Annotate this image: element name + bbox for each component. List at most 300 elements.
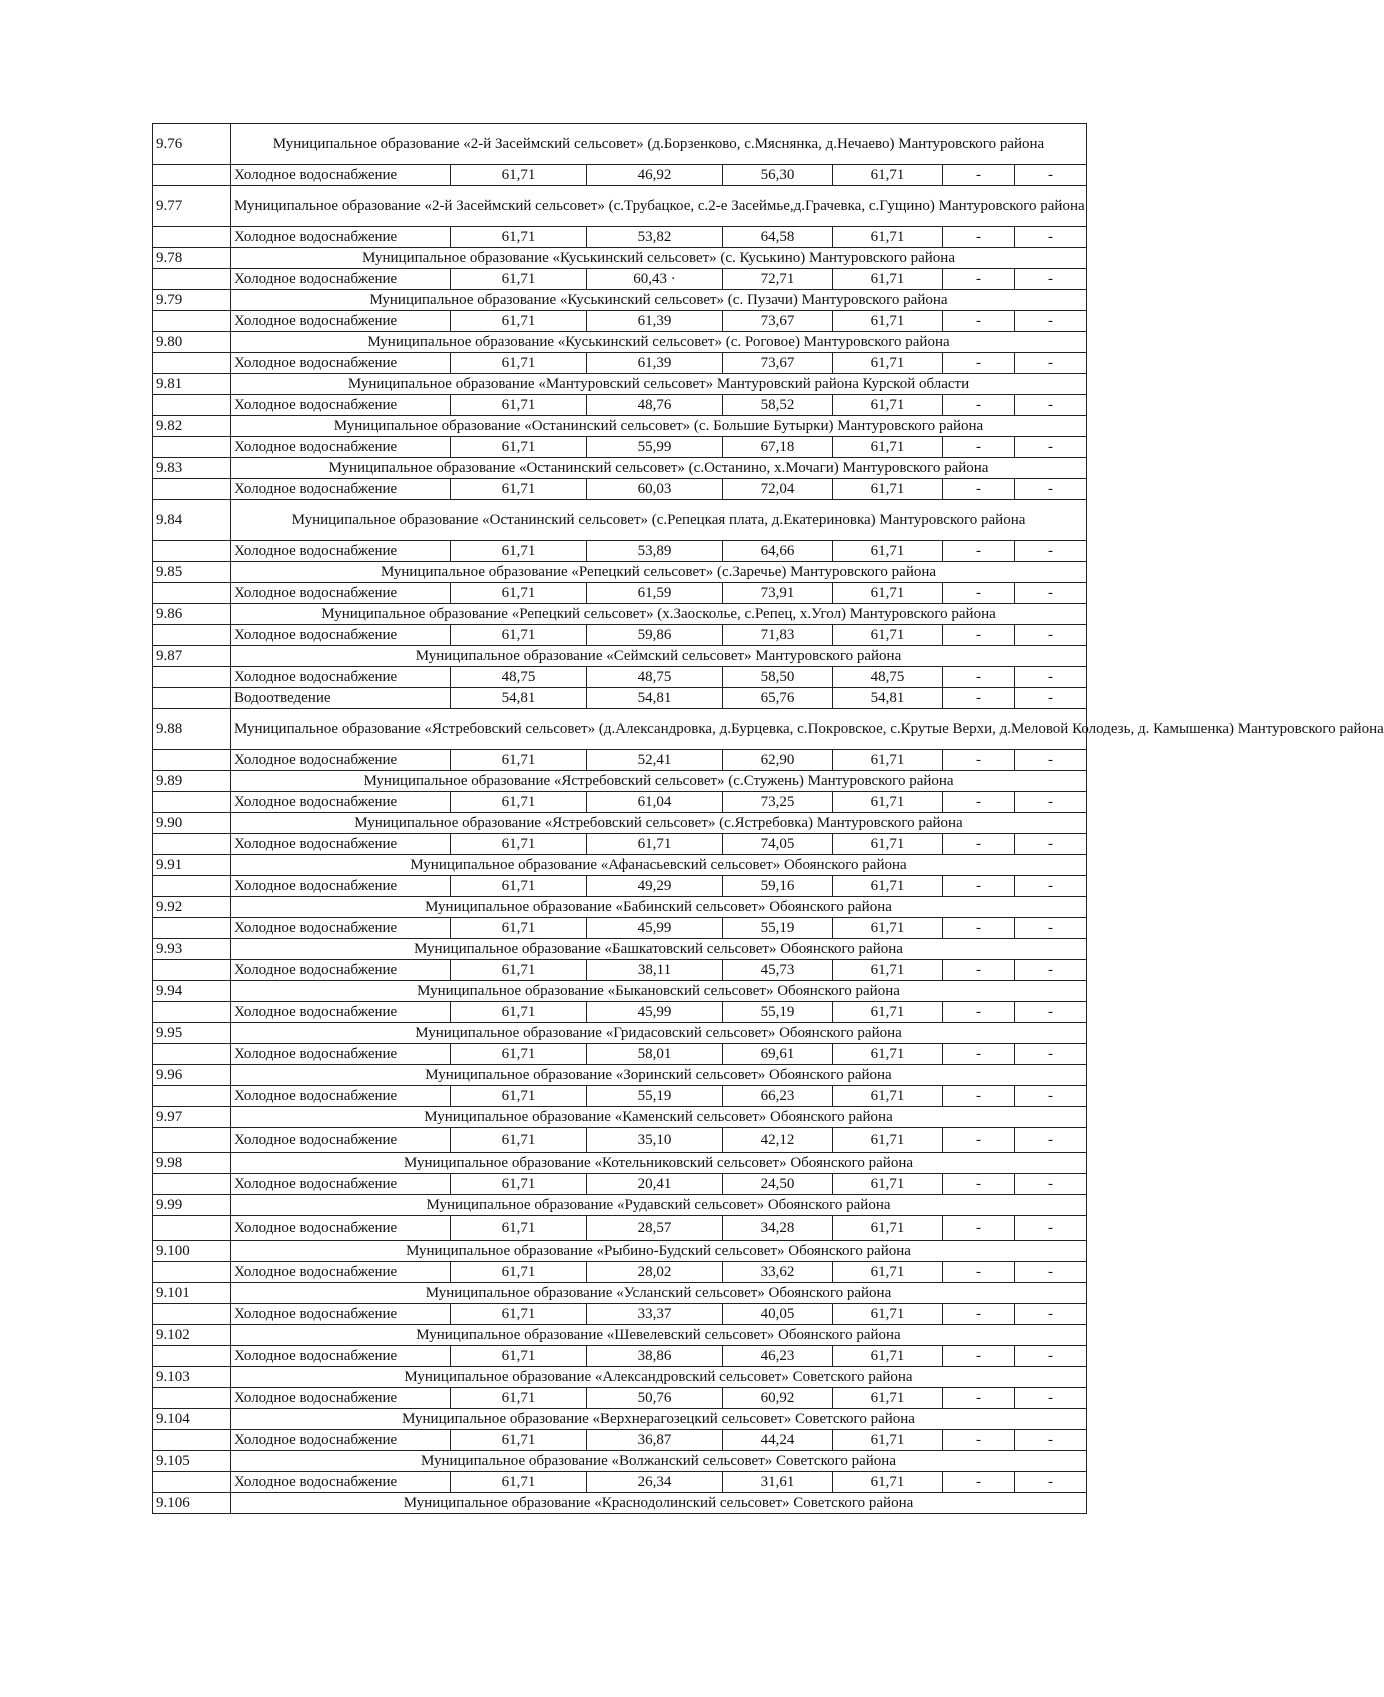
service-name: Холодное водоснабжение: [231, 1262, 451, 1283]
empty-cell: [153, 311, 231, 332]
tariff-value: -: [1015, 479, 1087, 500]
service-name: Холодное водоснабжение: [231, 834, 451, 855]
tariff-value: 55,99: [587, 437, 723, 458]
service-name: Холодное водоснабжение: [231, 1430, 451, 1451]
section-header-row: [153, 1241, 1087, 1262]
tariff-value: 34,28: [723, 1216, 833, 1241]
service-name: Водоотведение: [231, 688, 451, 709]
service-row: [153, 918, 1087, 939]
tariff-value: 59,86: [587, 625, 723, 646]
tariff-value: 61,71: [451, 1472, 587, 1493]
section-title: Муниципальное образование «Ястребовский сельсовет» (с.Ястребовка) Мантуровского района: [231, 813, 1087, 834]
section-title: Муниципальное образование «Быкановский сельсовет» Обоянского района: [231, 981, 1087, 1002]
tariff-value: 61,71: [833, 876, 943, 897]
service-name: Холодное водоснабжение: [231, 1472, 451, 1493]
empty-cell: [153, 583, 231, 604]
service-row: [153, 1174, 1087, 1195]
section-number: 9.84: [153, 500, 231, 541]
section-title: Муниципальное образование «Верхнерагозецкий сельсовет» Советского района: [231, 1409, 1087, 1430]
section-title: Муниципальное образование «Шевелевский сельсовет» Обоянского района: [231, 1325, 1087, 1346]
service-row: [153, 667, 1087, 688]
tariff-value: -: [943, 1304, 1015, 1325]
service-name: Холодное водоснабжение: [231, 437, 451, 458]
tariff-value: -: [1015, 1346, 1087, 1367]
section-number: 9.79: [153, 290, 231, 311]
tariff-value: 49,29: [587, 876, 723, 897]
empty-cell: [153, 667, 231, 688]
tariff-value: 52,41: [587, 750, 723, 771]
tariff-value: 61,71: [451, 1002, 587, 1023]
service-row: [153, 583, 1087, 604]
empty-cell: [153, 750, 231, 771]
empty-cell: [153, 688, 231, 709]
section-number: 9.86: [153, 604, 231, 625]
section-number: 9.95: [153, 1023, 231, 1044]
tariff-value: 61,71: [833, 395, 943, 416]
section-number: 9.102: [153, 1325, 231, 1346]
service-row: [153, 792, 1087, 813]
section-title: Муниципальное образование «Останинский сельсовет» (с.Останино, х.Мочаги) Мантуровского района: [231, 458, 1087, 479]
tariff-value: 61,71: [833, 1002, 943, 1023]
section-number: 9.106: [153, 1493, 231, 1514]
service-name: Холодное водоснабжение: [231, 479, 451, 500]
tariff-value: 61,71: [833, 1044, 943, 1065]
tariff-value: 55,19: [723, 1002, 833, 1023]
empty-cell: [153, 479, 231, 500]
tariff-value: -: [1015, 1262, 1087, 1283]
section-header-row: [153, 1153, 1087, 1174]
section-header-row: [153, 646, 1087, 667]
empty-cell: [153, 792, 231, 813]
tariff-value: 35,10: [587, 1128, 723, 1153]
service-row: [153, 1262, 1087, 1283]
tariff-value: 61,71: [451, 165, 587, 186]
tariff-value: 67,18: [723, 437, 833, 458]
tariff-value: -: [943, 1174, 1015, 1195]
section-number: 9.90: [153, 813, 231, 834]
tariff-value: 46,23: [723, 1346, 833, 1367]
tariff-value: 61,71: [451, 750, 587, 771]
tariff-value: 61,71: [833, 541, 943, 562]
tariff-value: 61,71: [833, 960, 943, 981]
tariff-value: 50,76: [587, 1388, 723, 1409]
tariff-value: 33,37: [587, 1304, 723, 1325]
tariff-value: 36,87: [587, 1430, 723, 1451]
tariff-value: 61,71: [451, 1304, 587, 1325]
tariff-value: 61,71: [833, 165, 943, 186]
tariff-value: 61,71: [451, 437, 587, 458]
service-row: [153, 165, 1087, 186]
section-title: Муниципальное образование «Останинский сельсовет» (с. Большие Бутырки) Мантуровского района: [231, 416, 1087, 437]
tariff-value: 61,71: [451, 960, 587, 981]
section-header-row: [153, 1065, 1087, 1086]
tariff-value: 44,24: [723, 1430, 833, 1451]
service-name: Холодное водоснабжение: [231, 227, 451, 248]
tariff-value: 58,50: [723, 667, 833, 688]
section-header-row: [153, 1493, 1087, 1514]
service-row: [153, 269, 1087, 290]
tariff-value: 61,71: [451, 876, 587, 897]
section-title: Муниципальное образование «Куськинский сельсовет» (с. Пузачи) Мантуровского района: [231, 290, 1087, 311]
empty-cell: [153, 1430, 231, 1451]
tariff-value: -: [1015, 311, 1087, 332]
tariff-value: 61,71: [451, 353, 587, 374]
service-name: Холодное водоснабжение: [231, 311, 451, 332]
section-number: 9.94: [153, 981, 231, 1002]
tariff-value: 20,41: [587, 1174, 723, 1195]
tariff-value: 61,71: [833, 750, 943, 771]
empty-cell: [153, 625, 231, 646]
section-title: Муниципальное образование «Сеймский сельсовет» Мантуровского района: [231, 646, 1087, 667]
section-title: Муниципальное образование «Краснодолинский сельсовет» Советского района: [231, 1493, 1087, 1514]
empty-cell: [153, 1388, 231, 1409]
service-row: [153, 227, 1087, 248]
tariff-value: 48,76: [587, 395, 723, 416]
section-title: Муниципальное образование «Ястребовский сельсовет» (с.Стужень) Мантуровского района: [231, 771, 1087, 792]
tariff-value: -: [943, 834, 1015, 855]
tariff-value: -: [943, 437, 1015, 458]
tariff-value: 61,39: [587, 311, 723, 332]
tariff-value: -: [943, 750, 1015, 771]
section-number: 9.105: [153, 1451, 231, 1472]
section-number: 9.85: [153, 562, 231, 583]
tariff-value: 45,99: [587, 1002, 723, 1023]
tariff-value: 61,71: [833, 311, 943, 332]
tariff-table: [152, 123, 1384, 1514]
tariff-value: -: [943, 541, 1015, 562]
section-title: Муниципальное образование «Каменский сельсовет» Обоянского района: [231, 1107, 1087, 1128]
section-header-row: [153, 813, 1087, 834]
tariff-value: 46,92: [587, 165, 723, 186]
tariff-value: 58,52: [723, 395, 833, 416]
empty-cell: [153, 437, 231, 458]
tariff-value: -: [1015, 625, 1087, 646]
section-title: Муниципальное образование «Афанасьевский сельсовет» Обоянского района: [231, 855, 1087, 876]
tariff-value: 61,71: [833, 1388, 943, 1409]
tariff-value: -: [943, 1216, 1015, 1241]
service-name: Холодное водоснабжение: [231, 960, 451, 981]
service-row: [153, 1128, 1087, 1153]
section-header-row: [153, 248, 1087, 269]
tariff-value: -: [1015, 1128, 1087, 1153]
tariff-value: 38,11: [587, 960, 723, 981]
tariff-value: -: [943, 227, 1015, 248]
tariff-value: 33,62: [723, 1262, 833, 1283]
service-row: [153, 834, 1087, 855]
tariff-value: 60,43 ·: [587, 269, 723, 290]
section-title: Муниципальное образование «Ястребовский сельсовет» (д.Александровка, д.Бурцевка, с.Покровское, с.Крутые Верхи, д.Меловой Колодезь, д. Камышенка) Мантуровского района: [231, 709, 1087, 750]
tariff-value: -: [943, 1002, 1015, 1023]
section-title: Муниципальное образование «Рудавский сельсовет» Обоянского района: [231, 1195, 1087, 1216]
tariff-value: 73,67: [723, 353, 833, 374]
tariff-value: 61,71: [587, 834, 723, 855]
empty-cell: [153, 1346, 231, 1367]
tariff-value: 61,71: [833, 625, 943, 646]
empty-cell: [153, 395, 231, 416]
tariff-value: 61,71: [833, 834, 943, 855]
service-name: Холодное водоснабжение: [231, 750, 451, 771]
service-name: Холодное водоснабжение: [231, 876, 451, 897]
tariff-value: 55,19: [723, 918, 833, 939]
tariff-value: -: [1015, 1002, 1087, 1023]
section-number: 9.83: [153, 458, 231, 479]
section-header-row: [153, 332, 1087, 353]
section-header-row: [153, 1283, 1087, 1304]
section-title: Муниципальное образование «Волжанский сельсовет» Советского района: [231, 1451, 1087, 1472]
tariff-value: 61,71: [833, 1128, 943, 1153]
tariff-value: 38,86: [587, 1346, 723, 1367]
tariff-value: -: [943, 625, 1015, 646]
section-header-row: [153, 416, 1087, 437]
tariff-value: -: [943, 1430, 1015, 1451]
section-title: Муниципальное образование «2-й Засеймский сельсовет» (с.Трубацкое, с.2-е Засеймье,д.Грачевка, с.Гущино) Мантуровского района: [231, 186, 1087, 227]
tariff-value: -: [943, 165, 1015, 186]
tariff-value: -: [1015, 1174, 1087, 1195]
tariff-value: -: [943, 1086, 1015, 1107]
service-row: [153, 1430, 1087, 1451]
tariff-value: -: [943, 688, 1015, 709]
tariff-value: 61,71: [451, 583, 587, 604]
service-row: [153, 1346, 1087, 1367]
service-name: Холодное водоснабжение: [231, 1044, 451, 1065]
tariff-value: 72,04: [723, 479, 833, 500]
service-row: [153, 1216, 1087, 1241]
tariff-value: 61,71: [451, 1388, 587, 1409]
section-number: 9.81: [153, 374, 231, 395]
tariff-value: 61,71: [833, 227, 943, 248]
service-row: [153, 688, 1087, 709]
section-number: 9.104: [153, 1409, 231, 1430]
service-name: Холодное водоснабжение: [231, 353, 451, 374]
section-header-row: [153, 981, 1087, 1002]
section-header-row: [153, 604, 1087, 625]
section-header-row: [153, 562, 1087, 583]
empty-cell: [153, 876, 231, 897]
tariff-value: 61,71: [833, 437, 943, 458]
tariff-value: 55,19: [587, 1086, 723, 1107]
tariff-value: 61,71: [451, 1346, 587, 1367]
service-row: [153, 311, 1087, 332]
tariff-value: -: [943, 1262, 1015, 1283]
tariff-value: -: [1015, 750, 1087, 771]
section-header-row: [153, 290, 1087, 311]
tariff-value: 48,75: [451, 667, 587, 688]
service-name: Холодное водоснабжение: [231, 269, 451, 290]
service-name: Холодное водоснабжение: [231, 395, 451, 416]
tariff-value: -: [943, 667, 1015, 688]
tariff-value: 61,71: [451, 1174, 587, 1195]
section-title: Муниципальное образование «Куськинский сельсовет» (с. Роговое) Мантуровского района: [231, 332, 1087, 353]
tariff-value: 61,59: [587, 583, 723, 604]
section-number: 9.96: [153, 1065, 231, 1086]
section-header-row: [153, 709, 1087, 750]
section-number: 9.76: [153, 124, 231, 165]
service-row: [153, 479, 1087, 500]
tariff-value: 42,12: [723, 1128, 833, 1153]
section-header-row: [153, 1195, 1087, 1216]
tariff-value: -: [943, 353, 1015, 374]
tariff-value: -: [943, 1388, 1015, 1409]
section-number: 9.103: [153, 1367, 231, 1388]
tariff-value: -: [1015, 667, 1087, 688]
service-name: Холодное водоснабжение: [231, 1128, 451, 1153]
section-number: 9.93: [153, 939, 231, 960]
section-title: Муниципальное образование «Котельниковский сельсовет» Обоянского района: [231, 1153, 1087, 1174]
tariff-value: 60,92: [723, 1388, 833, 1409]
empty-cell: [153, 1472, 231, 1493]
section-title: Муниципальное образование «Усланский сельсовет» Обоянского района: [231, 1283, 1087, 1304]
service-row: [153, 1002, 1087, 1023]
service-name: Холодное водоснабжение: [231, 1174, 451, 1195]
section-title: Муниципальное образование «Репецкий сельсовет» (х.Заосколье, с.Репец, х.Угол) Мантуровского района: [231, 604, 1087, 625]
tariff-value: 61,71: [833, 1472, 943, 1493]
tariff-value: 71,83: [723, 625, 833, 646]
tariff-value: 61,71: [451, 395, 587, 416]
section-header-row: [153, 1451, 1087, 1472]
tariff-value: 61,71: [451, 1086, 587, 1107]
service-row: [153, 1044, 1087, 1065]
tariff-value: 45,73: [723, 960, 833, 981]
empty-cell: [153, 1174, 231, 1195]
empty-cell: [153, 1216, 231, 1241]
tariff-value: 61,71: [451, 625, 587, 646]
section-header-row: [153, 186, 1087, 227]
section-number: 9.98: [153, 1153, 231, 1174]
tariff-value: 61,71: [451, 1216, 587, 1241]
service-name: Холодное водоснабжение: [231, 1086, 451, 1107]
tariff-value: 26,34: [587, 1472, 723, 1493]
tariff-value: -: [1015, 688, 1087, 709]
tariff-value: 61,71: [451, 918, 587, 939]
section-header-row: [153, 939, 1087, 960]
tariff-value: -: [1015, 353, 1087, 374]
tariff-value: 61,04: [587, 792, 723, 813]
tariff-value: -: [943, 1472, 1015, 1493]
tariff-value: 61,39: [587, 353, 723, 374]
section-title: Муниципальное образование «Зоринский сельсовет» Обоянского района: [231, 1065, 1087, 1086]
tariff-value: 28,02: [587, 1262, 723, 1283]
tariff-value: 59,16: [723, 876, 833, 897]
section-title: Муниципальное образование «Александровский сельсовет» Советского района: [231, 1367, 1087, 1388]
tariff-value: 61,71: [451, 1430, 587, 1451]
tariff-value: -: [943, 1346, 1015, 1367]
tariff-value: 54,81: [587, 688, 723, 709]
service-row: [153, 876, 1087, 897]
section-header-row: [153, 458, 1087, 479]
service-row: [153, 353, 1087, 374]
empty-cell: [153, 227, 231, 248]
tariff-value: 62,90: [723, 750, 833, 771]
tariff-value: -: [1015, 1472, 1087, 1493]
section-number: 9.78: [153, 248, 231, 269]
tariff-value: 28,57: [587, 1216, 723, 1241]
service-row: [153, 1388, 1087, 1409]
section-title: Муниципальное образование «Репецкий сельсовет» (с.Заречье) Мантуровского района: [231, 562, 1087, 583]
tariff-value: 61,71: [833, 1430, 943, 1451]
section-number: 9.100: [153, 1241, 231, 1262]
service-row: [153, 437, 1087, 458]
tariff-value: 66,23: [723, 1086, 833, 1107]
empty-cell: [153, 1262, 231, 1283]
tariff-value: -: [1015, 918, 1087, 939]
tariff-value: 61,71: [451, 311, 587, 332]
tariff-value: 45,99: [587, 918, 723, 939]
section-header-row: [153, 500, 1087, 541]
tariff-value: 53,89: [587, 541, 723, 562]
section-title: Муниципальное образование «2-й Засеймский сельсовет» (д.Борзенково, с.Мяснянка, д.Нечаево) Мантуровского района: [231, 124, 1087, 165]
service-name: Холодное водоснабжение: [231, 1304, 451, 1325]
section-number: 9.99: [153, 1195, 231, 1216]
service-row: [153, 1304, 1087, 1325]
section-number: 9.87: [153, 646, 231, 667]
tariff-value: 65,76: [723, 688, 833, 709]
section-number: 9.101: [153, 1283, 231, 1304]
tariff-value: 61,71: [833, 1304, 943, 1325]
service-name: Холодное водоснабжение: [231, 1388, 451, 1409]
tariff-value: -: [1015, 1086, 1087, 1107]
service-name: Холодное водоснабжение: [231, 1216, 451, 1241]
tariff-value: 74,05: [723, 834, 833, 855]
section-number: 9.77: [153, 186, 231, 227]
tariff-value: 61,71: [833, 1174, 943, 1195]
tariff-value: -: [943, 792, 1015, 813]
section-number: 9.92: [153, 897, 231, 918]
empty-cell: [153, 1044, 231, 1065]
section-header-row: [153, 771, 1087, 792]
tariff-value: 61,71: [833, 792, 943, 813]
empty-cell: [153, 1086, 231, 1107]
tariff-value: 72,71: [723, 269, 833, 290]
empty-cell: [153, 918, 231, 939]
tariff-value: -: [943, 583, 1015, 604]
section-number: 9.80: [153, 332, 231, 353]
section-title: Муниципальное образование «Куськинский сельсовет» (с. Куськино) Мантуровского района: [231, 248, 1087, 269]
tariff-value: 61,71: [833, 1262, 943, 1283]
section-header-row: [153, 855, 1087, 876]
service-row: [153, 1472, 1087, 1493]
service-name: Холодное водоснабжение: [231, 1002, 451, 1023]
service-name: Холодное водоснабжение: [231, 541, 451, 562]
tariff-value: 61,71: [833, 479, 943, 500]
tariff-value: 61,71: [451, 834, 587, 855]
tariff-value: 73,25: [723, 792, 833, 813]
section-header-row: [153, 124, 1087, 165]
tariff-value: 61,71: [451, 792, 587, 813]
empty-cell: [153, 1002, 231, 1023]
tariff-value: 61,71: [833, 1216, 943, 1241]
tariff-value: 69,61: [723, 1044, 833, 1065]
tariff-value: 61,71: [451, 541, 587, 562]
tariff-value: 58,01: [587, 1044, 723, 1065]
tariff-value: -: [1015, 437, 1087, 458]
section-title: Муниципальное образование «Останинский сельсовет» (с.Репецкая плата, д.Екатериновка) Мантуровского района: [231, 500, 1087, 541]
tariff-value: 48,75: [833, 667, 943, 688]
tariff-value: 61,71: [833, 918, 943, 939]
tariff-value: -: [943, 876, 1015, 897]
tariff-value: -: [943, 311, 1015, 332]
tariff-value: -: [1015, 541, 1087, 562]
service-name: Холодное водоснабжение: [231, 918, 451, 939]
tariff-value: -: [1015, 960, 1087, 981]
section-number: 9.91: [153, 855, 231, 876]
empty-cell: [153, 1128, 231, 1153]
service-row: [153, 625, 1087, 646]
tariff-value: 61,71: [451, 1128, 587, 1153]
tariff-value: 61,71: [833, 353, 943, 374]
tariff-value: -: [943, 479, 1015, 500]
empty-cell: [153, 353, 231, 374]
tariff-value: 61,71: [451, 1262, 587, 1283]
